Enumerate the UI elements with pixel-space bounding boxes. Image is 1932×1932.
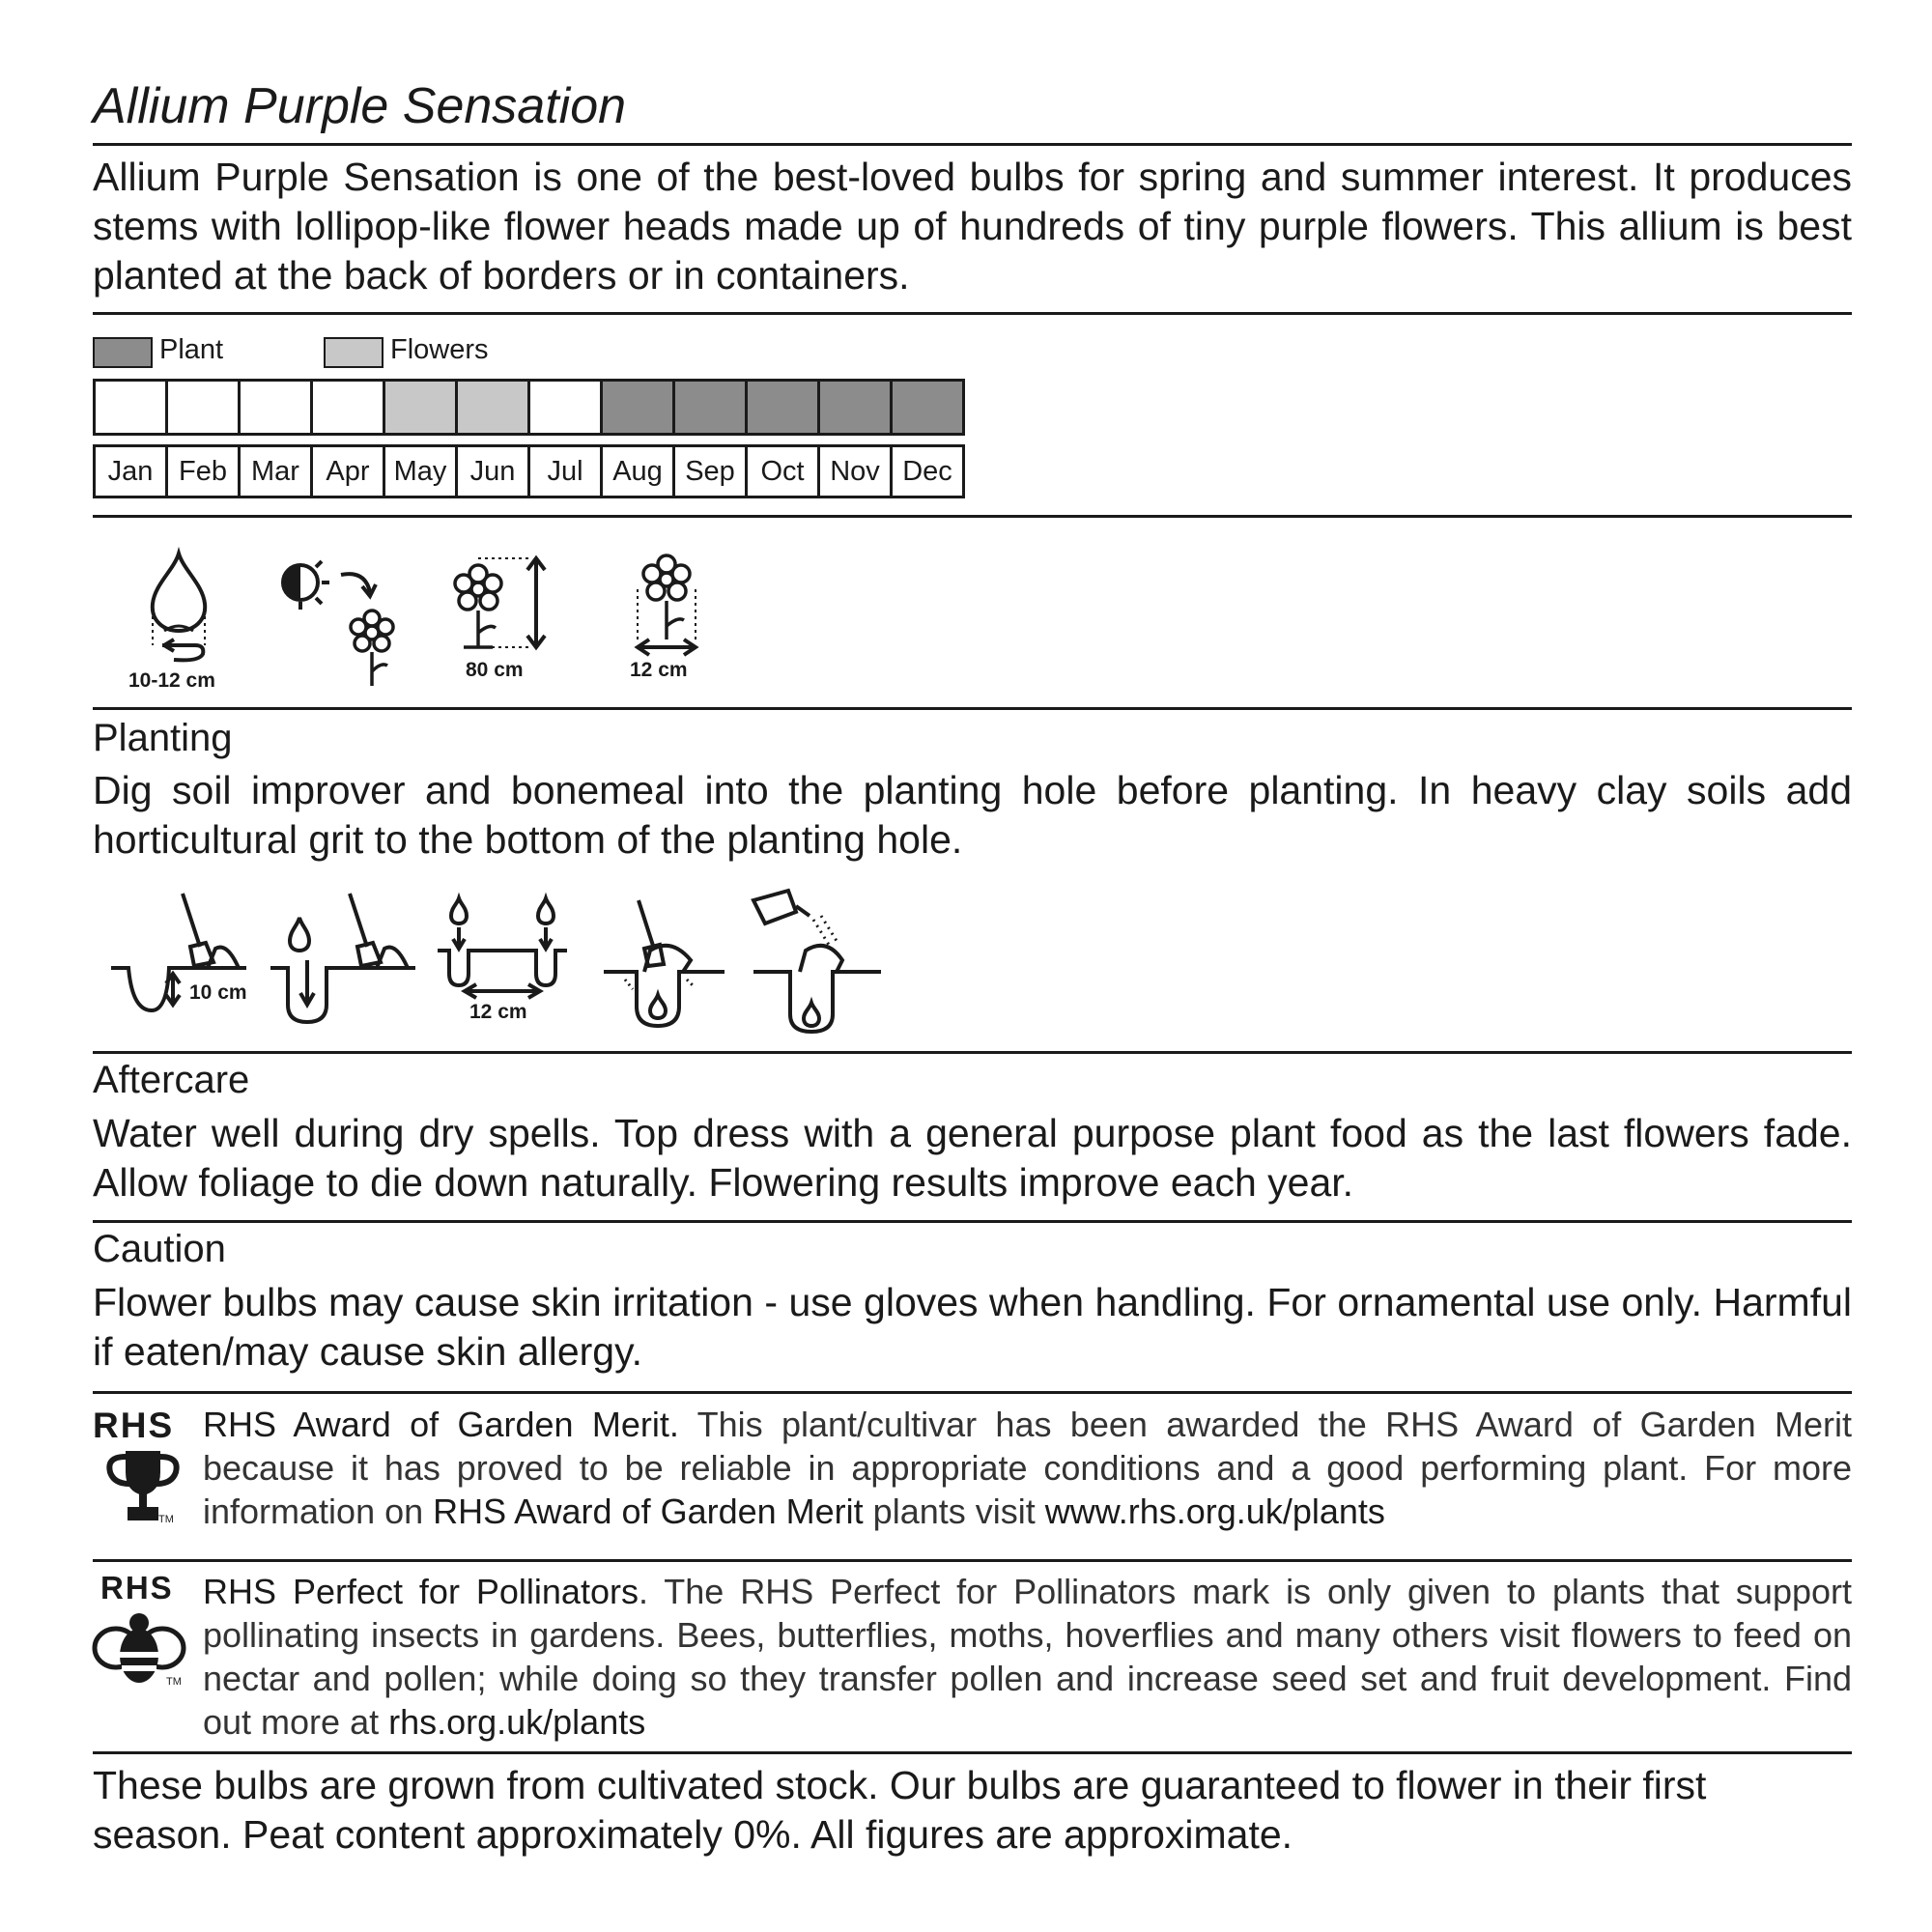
legend-label-plant: Plant xyxy=(159,334,224,365)
calendar-month-label: Nov xyxy=(819,446,892,497)
calendar-bar-aug xyxy=(602,381,674,435)
calendar-month-label: May xyxy=(384,446,457,497)
footer-text: These bulbs are grown from cultivated stock. Our bulbs are guaranteed to flower in their first season. Peat content approximately 0%. All figures are approximate. xyxy=(93,1763,1707,1857)
calendar-month-label: Apr xyxy=(312,446,384,497)
plant-spacing-icon xyxy=(628,551,705,657)
page-title: Allium Purple Sensation xyxy=(93,78,627,134)
divider xyxy=(93,312,1852,315)
calendar-bar-oct xyxy=(747,381,819,435)
plant-spacing-label: 12 cm xyxy=(630,659,688,681)
calendar-month-label: Jun xyxy=(457,446,529,497)
rhs-pollinators-text: RHS Perfect for Pollinators. The RHS Perfect for Pollinators mark is only given to plants that support pollinating insects in gardens. Bees, butterflies, moths, hoverflies and many others visit flowers to feed on nectar and pollen; while doing so they transfer pollen and increase seed set and fruit development. Find out more at rhs.org.uk/plants xyxy=(203,1572,1852,1742)
place-bulb-icon xyxy=(270,894,415,1022)
plant-height-icon xyxy=(444,551,560,657)
caution-heading: Caution xyxy=(93,1228,226,1270)
calendar-bar-nov xyxy=(819,381,892,435)
calendar-bar-jan xyxy=(95,381,167,435)
calendar-month-label: Oct xyxy=(747,446,819,497)
caution-text: Flower bulbs may cause skin irritation - use gloves when handling. For ornamental use only. Harmful if eaten/may cause skin allergy. xyxy=(93,1280,1852,1374)
legend-label-flowers: Flowers xyxy=(390,334,489,365)
bulb-depth-icon xyxy=(135,546,222,662)
plant-height-label: 80 cm xyxy=(466,659,524,681)
legend-swatch-flowers xyxy=(324,337,384,368)
rhs-agm-text: RHS Award of Garden Merit. This plant/cultivar has been awarded the RHS Award of Garden Merit because it has proved to be reliable in appropriate conditions and a good performing plant. For more information on RHS Award of Garden Merit plants visit www.rhs.org.uk/plants xyxy=(203,1405,1852,1531)
calendar-bar-mar xyxy=(240,381,312,435)
bulb-depth-label: 10-12 cm xyxy=(128,669,215,692)
calendar-bar-feb xyxy=(167,381,240,435)
sun-partial-shade-icon xyxy=(273,555,399,691)
trophy-icon xyxy=(104,1451,191,1528)
divider xyxy=(93,515,1852,518)
divider xyxy=(93,1220,1852,1223)
aftercare-text: Water well during dry spells. Top dress with a general purpose plant food as the last flowers fade. Allow foliage to die down naturally. Flowering results improve each year. xyxy=(93,1111,1852,1205)
legend-swatch-plant xyxy=(93,337,153,368)
rhs-agm-title: RHS Award of Garden Merit. xyxy=(203,1405,679,1444)
planting-heading: Planting xyxy=(93,717,233,759)
divider xyxy=(93,143,1852,146)
cover-soil-icon xyxy=(604,900,724,1026)
bulb-spacing-icon xyxy=(438,898,567,998)
calendar-month-label: Jan xyxy=(95,446,167,497)
trademark-mark: TM xyxy=(166,1676,182,1688)
divider xyxy=(93,1051,1852,1054)
rhs-pollinators-link[interactable]: rhs.org.uk/plants xyxy=(388,1702,646,1742)
divider xyxy=(93,1391,1852,1394)
divider xyxy=(93,1751,1852,1754)
watering-can-icon xyxy=(753,891,881,1032)
calendar-months xyxy=(93,444,965,498)
calendar-month-label: Jul xyxy=(529,446,602,497)
calendar-bar-may xyxy=(384,381,457,435)
calendar-bar-apr xyxy=(312,381,384,435)
calendar-bars xyxy=(93,379,965,436)
aftercare-heading: Aftercare xyxy=(93,1059,250,1101)
rhs-pollinators-title: RHS Perfect for Pollinators xyxy=(203,1572,639,1611)
calendar-bar-jul xyxy=(529,381,602,435)
calendar-month-label: Aug xyxy=(602,446,674,497)
calendar-month-label: Dec xyxy=(892,446,964,497)
calendar-month-label: Feb xyxy=(167,446,240,497)
divider xyxy=(93,707,1852,710)
calendar-month-label: Mar xyxy=(240,446,312,497)
dig-depth-label: 10 cm xyxy=(189,981,247,1004)
calendar-month-label: Sep xyxy=(674,446,747,497)
rhs-agm-logo-text: RHS xyxy=(93,1406,175,1445)
calendar-bar-sep xyxy=(674,381,747,435)
trademark-mark: TM xyxy=(158,1514,174,1525)
planting-text: Dig soil improver and bonemeal into the planting hole before planting. In heavy clay soils add horticultural grit to the bottom of the planting hole. xyxy=(93,768,1852,862)
calendar-bar-jun xyxy=(457,381,529,435)
bulb-spacing-label: 12 cm xyxy=(469,1001,527,1023)
rhs-agm-link[interactable]: www.rhs.org.uk/plants xyxy=(1044,1492,1385,1531)
intro-text: Allium Purple Sensation is one of the best-loved bulbs for spring and summer interest. It produces stems with lollipop-like flower heads made up of hundreds of tiny purple flowers. This allium is best planted at the back of borders or in containers. xyxy=(93,155,1852,298)
rhs-pollinators-logo-text: RHS xyxy=(100,1570,174,1605)
divider xyxy=(93,1559,1852,1562)
calendar-bar-dec xyxy=(892,381,964,435)
